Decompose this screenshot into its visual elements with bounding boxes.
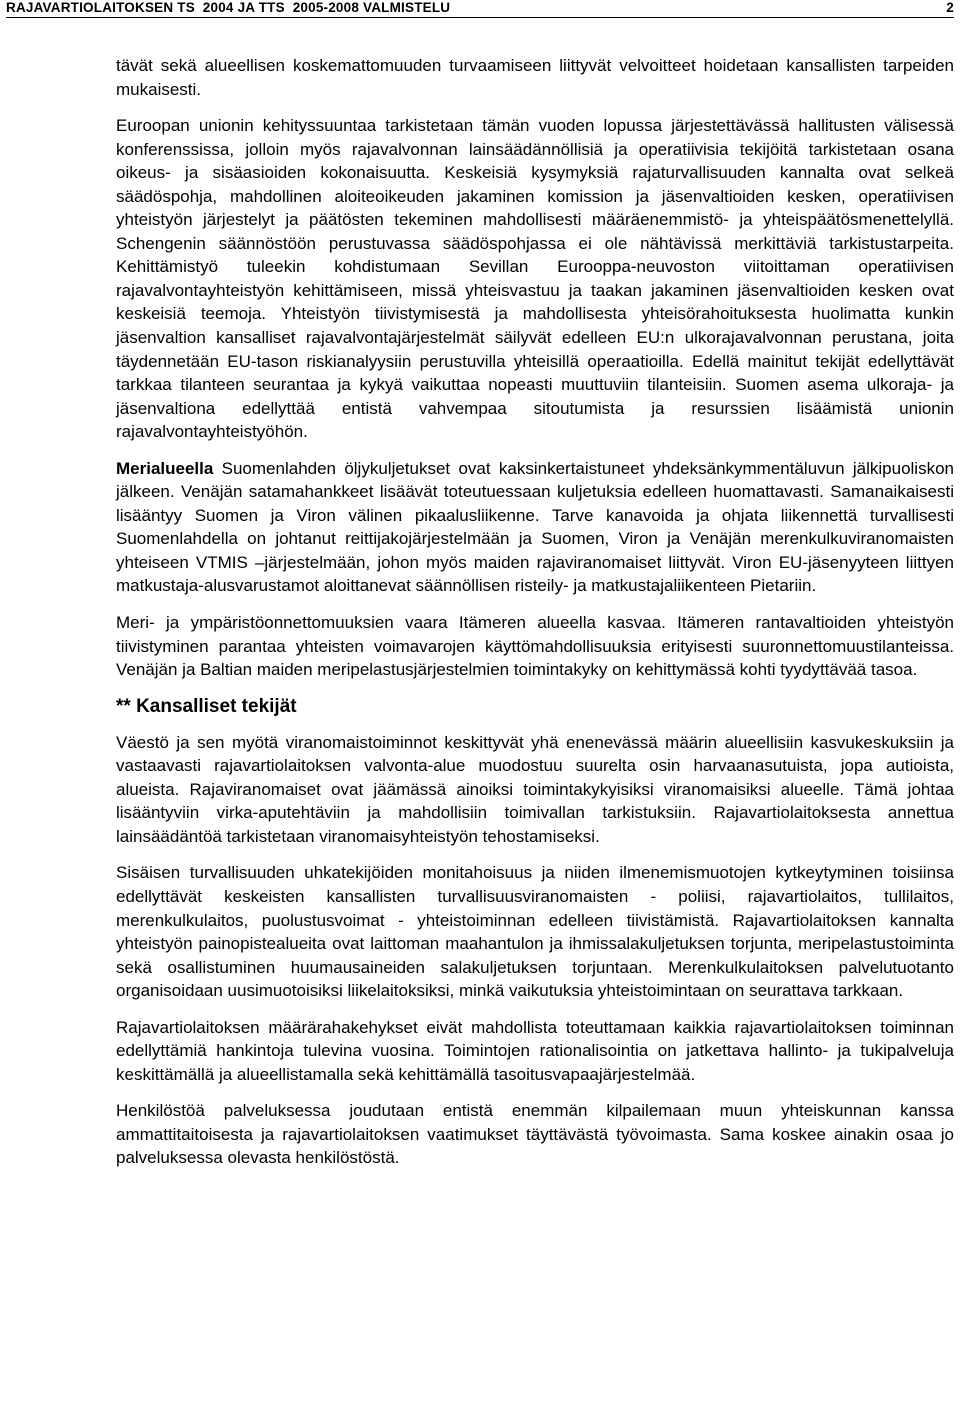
section-heading: ** Kansalliset tekijät bbox=[116, 695, 297, 717]
paragraph: Meri- ja ympäristöonnettomuuksien vaara Itämeren alueella kasvaa. Itämeren rantavaltioiden yhteistyön tiivistyminen parantaa yhteisten voimavarojen käyttömahdollisuuksia erityisesti suuronnettomuustilanteissa. Venäjän ja Baltian maiden meripelastusjärjestelmien toimintakyky on kehittymässä kohti tyydyttävää tasoa. bbox=[116, 613, 954, 680]
paragraph: Väestö ja sen myötä viranomaistoiminnot keskittyvät yhä enenevässä määrin alueellisiin kasvukeskuksiin ja vastaavasti rajavartiolaitoksen valvonta-alue muodostuu suurelta osin harvaanasutuista, jopa autioista, alueista. Rajaviranomaiset ovat jäämässä ainoiksi toimintakykyisiksi viranomaisiksi alueelle. Tämä johtaa lisääntyviin virka-aputehtäviin ja mahdollisiin toimivallan tarkistuksiin. Rajavartiolaitoksesta annettua lainsäädäntöä tarkistetaan viranomaisyhteistyön tehostamiseksi. bbox=[116, 732, 954, 846]
paragraph: Euroopan unionin kehityssuuntaa tarkistetaan tämän vuoden lopussa järjestettävässä hallitusten välisessä konferenssissa, jolloin myös rajavalvonnan lainsäädännöllisiä ja operatiivisia tekijöitä tarkistetaan osana oikeus- ja sisäasioiden kokonaisuutta. Keskeisiä kysymyksiä rajaturvallisuuden kannalta ovat selkeä säädöspohja, mahdollinen aloiteoikeuden jakaminen komission ja jäsenvaltioiden kesken, operatiivisen yhteistyön järjestelyt ja päätösten tekeminen mahdollisesti määräenemmistö- ja yhteispäätösmenettelyllä. Schengenin säännöstöön perustuvassa säädöspohjassa ei ole nähtävissä merkittäviä tarkistustarpeita. Kehittämistyö tuleekin kohdistumaan Sevillan Eurooppa-neuvoston viitoittaman operatiivisen rajavalvontayhteistyön kehittämiseen, missä yhteisvastuu ja taakan jakaminen jäsenvaltioiden kesken ovat keskeisiä teemoja. Yhteistyön tiivistymisestä ja mahdollisesta yhteisörahoituksesta huolimatta kunkin jäsenvaltion kansalliset rajavalvontajärjestelmät säilyvät edelleen EU:n ulkorajavalvonnan perustana, joita täydennetään EU-tason riskianalyysiin perustuvilla yhteisillä operaatioilla. Edellä mainitut tekijät edellyttävät tarkkaa tilanteen seurantaa ja kykyä vaikuttaa nopeasti muuttuviin tilanteisiin. Suomen asema ulkoraja- ja jäsenvaltiona edellyttää entistä vahvempaa sitoutumista ja resurssien lisäämistä unionin rajavalvontayhteistyöhön. bbox=[116, 116, 954, 442]
page-header bbox=[6, 0, 954, 16]
document-title: RAJAVARTIOLAITOKSEN TS 2004 JA TTS 2005-2008 VALMISTELU bbox=[6, 0, 451, 15]
paragraph: Sisäisen turvallisuuden uhkatekijöiden monitahoisuus ja niiden ilmenemismuotojen kytkeytyminen toisiinsa edellyttävät keskeisten kansallisten turvallisuusviranomaisten - poliisi, rajavartiolaitos, tullilaitos, merenkulkulaitos, puolustusvoimat - yhteistoiminnan edelleen tiivistämistä. Rajavartiolaitoksen kannalta yhteistyön painopistealueita ovat laittoman maahantulon ja ihmissalakuljetuksen torjunta, meripelastustoiminta sekä osallistuminen huumausaineiden salakuljetuksen torjuntaan. Merenkulkulaitoksen palvelutuotanto organisoidaan uusimuotoisiksi liikelaitoksiksi, minkä vaikutuksia yhteistoimintaan on seurattava tarkkaan. bbox=[116, 863, 954, 1001]
paragraph-text: Suomenlahden öljykuljetukset ovat kaksinkertaistuneet yhdeksänkymmentäluvun jälkipuoliskon jälkeen. Venäjän satamahankkeet lisäävät toteutuessaan kuljetuksia edelleen huomattavasti. Samanaikaisesti lisääntyy Suomen ja Viron välinen pikaalusliikenne. Tarve kanavoida ja ohjata liikennettä turvallisesti Suomenlahdella on johtanut reittijakojärjestelmään ja Suomen, Viron ja Venäjän merenkulkuviranomaisten yhteiseen VTMIS –järjestelmään, johon myös maiden rajaviranomaiset liittyvät. Viron EU-jäsenyyteen liittyen matkustaja-alusvarustamot aloittanevat säännöllisen risteily- ja matkustajaliikenteen Pietariin. bbox=[116, 458, 954, 596]
header-divider bbox=[6, 17, 954, 18]
page-number: 2 bbox=[946, 0, 954, 15]
paragraph-lead: Merialueella bbox=[116, 458, 214, 478]
paragraph bbox=[116, 457, 954, 598]
paragraph: tävät sekä alueellisen koskemattomuuden turvaamiseen liittyvät velvoitteet hoidetaan kansallisten tarpeiden mukaisesti. bbox=[116, 56, 954, 99]
document-body bbox=[116, 54, 954, 1170]
paragraph: Henkilöstöä palveluksessa joudutaan entistä enemmän kilpailemaan muun yhteiskunnan kanssa ammattitaitoisesta ja rajavartiolaitoksen vaatimukset täyttävästä työvoimasta. Sama koskee ainakin osaa jo palveluksessa olevasta henkilöstöstä. bbox=[116, 1101, 954, 1168]
paragraph: Rajavartiolaitoksen määrärahakehykset eivät mahdollista toteuttamaan kaikkia rajavartiolaitoksen toiminnan edellyttämiä hankintoja tulevina vuosina. Toimintojen rationalisointia on jatkettava hallinto- ja tukipalveluja keskittämällä ja alueellistamalla sekä kehittämällä tasoitusvapaajärjestelmää. bbox=[116, 1017, 954, 1084]
